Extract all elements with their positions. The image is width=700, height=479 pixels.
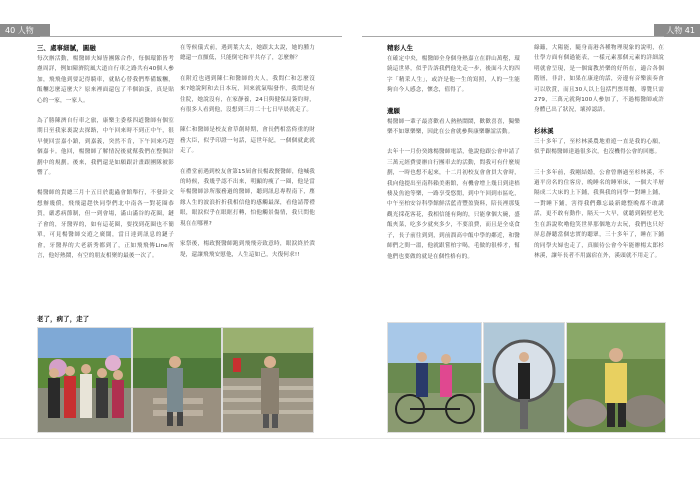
photo-couple-stairs bbox=[222, 327, 314, 433]
page-number-right-tab: 人物 41 bbox=[654, 24, 700, 37]
page-number-left-tab: 40 人物 bbox=[0, 24, 50, 37]
photo-tandem-bicycle bbox=[387, 322, 482, 433]
paragraph: 楊醫師一輩子最喜歡看人熱熱鬧鬧，歡歡喜喜，獨樂樂不如眾樂樂，因此在公會就參與康樂聯誼活動。 bbox=[387, 118, 520, 136]
bottom-divider bbox=[0, 438, 700, 439]
photo-caption: 老了，病了，走了 bbox=[37, 315, 90, 323]
paragraph: 家祭後，楊政賢醫師跑到飛飛旁致意時，眼淚終於潰堤，還讓飛飛安慰他，人生這如己，夫復何求!! bbox=[180, 241, 315, 258]
section-heading: 精彩人生 bbox=[387, 44, 414, 52]
paragraph: 為了勝陳濟自行車之旅，康樂主委蔡四道醫師有個室期日至我家裏說去探路，中午回來時不到正中午，很早便回雲嘉小鎮，到嘉義，突然不肯，下午回來巧趕個嘉卡。他回，楊醫師了解情況後就幫我們在整個計劃中的規劃。後來，我們還是如願跟計畫跟團隊被影響了。 bbox=[37, 118, 174, 177]
article-column-1 bbox=[37, 43, 174, 327]
article-column-3 bbox=[387, 43, 520, 317]
paragraph: 綠籬，大陽能，隨身南港各種物理現象的說明，在仕學方面有個過能表，一樣元素那個元素的詳細說明就會呈現，是一個寓教於樂的好所在，適合各個階層，非計，如果在康達的話，旁邊有音樂演奏會可以欣賞，而且30人以上包括門票用餐，導覽只需279，三萬元就夠100人參加了，不過楊醫師或許身體已出了狀況，壞掉認語。 bbox=[534, 45, 664, 114]
photo-man-on-steps bbox=[132, 327, 222, 433]
section-heading: 三、處事細膩，圓融 bbox=[37, 44, 96, 52]
photo-man-by-rocks bbox=[566, 322, 666, 433]
header-rule-right bbox=[362, 36, 664, 37]
photo-caption-block bbox=[37, 314, 174, 326]
paragraph: 三十多年前，我剛結婚，公會曾辦過至杉林溪，不過平房名的住客房，晚睡名的睡軍床，一個大半層隔成二大床的上下鋪，我與我的同學一對睡上鋪，一對睡下鋪，害得我們難忘最新總整晚都不敢講話，更不敢有動作，隔天一大早，就聽到隔壁老先生在訴說吹嚕他笑世界那個地方去玩，我們也只好屏息靜聽當個忠實的聽眾，三十多年了，睡在下鋪的同學夫婦也走了，真願待公會今年能辦楊太郎杉林溪，讓年長者不用露宿在外，溪頭就不用走了。 bbox=[534, 169, 664, 259]
group-photo-garden bbox=[37, 327, 132, 433]
paragraph: 楊醫師的貴總三月十五日於龍蟲會館舉行，不發卦文想辦幾償，飛飛還趕快同學們北中南各一對花圈恭賀，嚴悉病節制，但一到會場，滿山滿谷的花圈，鏈子會的，牙醫界的，如有這花圈，要找到花圈也不簡單，可見楊醫師交遊之廣闊，當日達到訊息的鏈子會，牙醫界的大老新秀都到了，正如飛飛傳Line所言，他好熱鬧，有空的朋友相聚的最後一次了。 bbox=[37, 190, 174, 259]
section-heading: 杉林溪 bbox=[534, 126, 554, 135]
paragraph: 在附近也遇到陳仁和醫師的夫人，我問仁和怎麼沒來?她說阿和去日本玩，回來就氣喘發作，我問是有住院，她說沒有，在家靜養，24日與健保局簽約時，有很多人看到他，沒想到三月二十七日早晨就走了。 bbox=[180, 75, 315, 114]
section-heading: 遺願 bbox=[387, 106, 401, 115]
paragraph: 在等候儀式前，遇到葉大太，她跟太太說，她的腫力總還一直顫低，只能倒宅和平共存了，怎麼辦？ bbox=[180, 45, 315, 62]
paragraph: 陳仁和醫師是校友會草創時期，會長們相當倚重的財務大臣，似乎印證一句話，這世年紀，一個個就此就走了。 bbox=[180, 127, 315, 155]
paragraph: 每次辦活動，楊醫師夫婦皆團隊合作，每個環節皆考慮周詳，例如陳濟院風大道自行車之路共有40個人參加，飛飛他到要記得騎車，就貼心替我們準備飯糰，飯糰怎麼這麼大？原來裡面還包了半個油蛋，真是貼心的一家，一家人。 bbox=[37, 56, 174, 104]
article-column-2 bbox=[180, 43, 315, 326]
header-rule-left bbox=[40, 36, 342, 37]
photo-mirror-sculpture bbox=[483, 322, 565, 433]
paragraph: 在確定中央，楊醫師全身個身熱嘉立在群山萬壑，環繞這世界，似乎告訴我們他先走一步，後面斗大的四字「精采人生」，或許是他一生的寫照，人的一生能夠自今人感念，懷念，值得了。 bbox=[387, 56, 520, 94]
paragraph: 去年十一月份癸緣楊醫師電話，他說他跟公會申請了三萬元經費要辦自行團車去的活動，問我可有什麼規劃，一時也想不起來，十二月初校友會會員大會時，我向他提出至南科賴美術館，有機會增上幾日到達梧棲及魚池等樂，一路享受悠閒，到中午回到市區吃，中午至柏安谷科學館鮮活藍青豐盈資料，陪長裡那隻觀光採花客花，我相信能有夠的，只能拿個大碗，盛飯夾菜，吃多少就夾多少，不要浪費，而且是全桌食子，長子前往到到，到前溜高中飯中學的鄰近，和醫師們之間一溫，他就跟嘗柏宇喝，毛做的很棒才，幫他們也要做的就是在個性格有的。 bbox=[387, 149, 520, 260]
article-column-4 bbox=[534, 43, 664, 317]
paragraph: 三十多年了，至杉林溪農地重遊一直是我的心願，似乎跟楊醫師達過很多次，也沒機得公會的回應。 bbox=[534, 138, 664, 156]
paragraph: 在禮堂前遇到校友會第15屆會長楊政賢醫師，他喊我的時候，我幾乎認不出來，明顯的瘦了一圈，他是當年楊醫師診所服務過的醫師，聽到訊息專程南下，塵緣人生的波浪折折我相信他的感觸最深，看他請帶禮眼，眼淚似乎在眼眶打轉，怕他觸景傷情，我只問他現在在哪裡? bbox=[180, 168, 315, 227]
